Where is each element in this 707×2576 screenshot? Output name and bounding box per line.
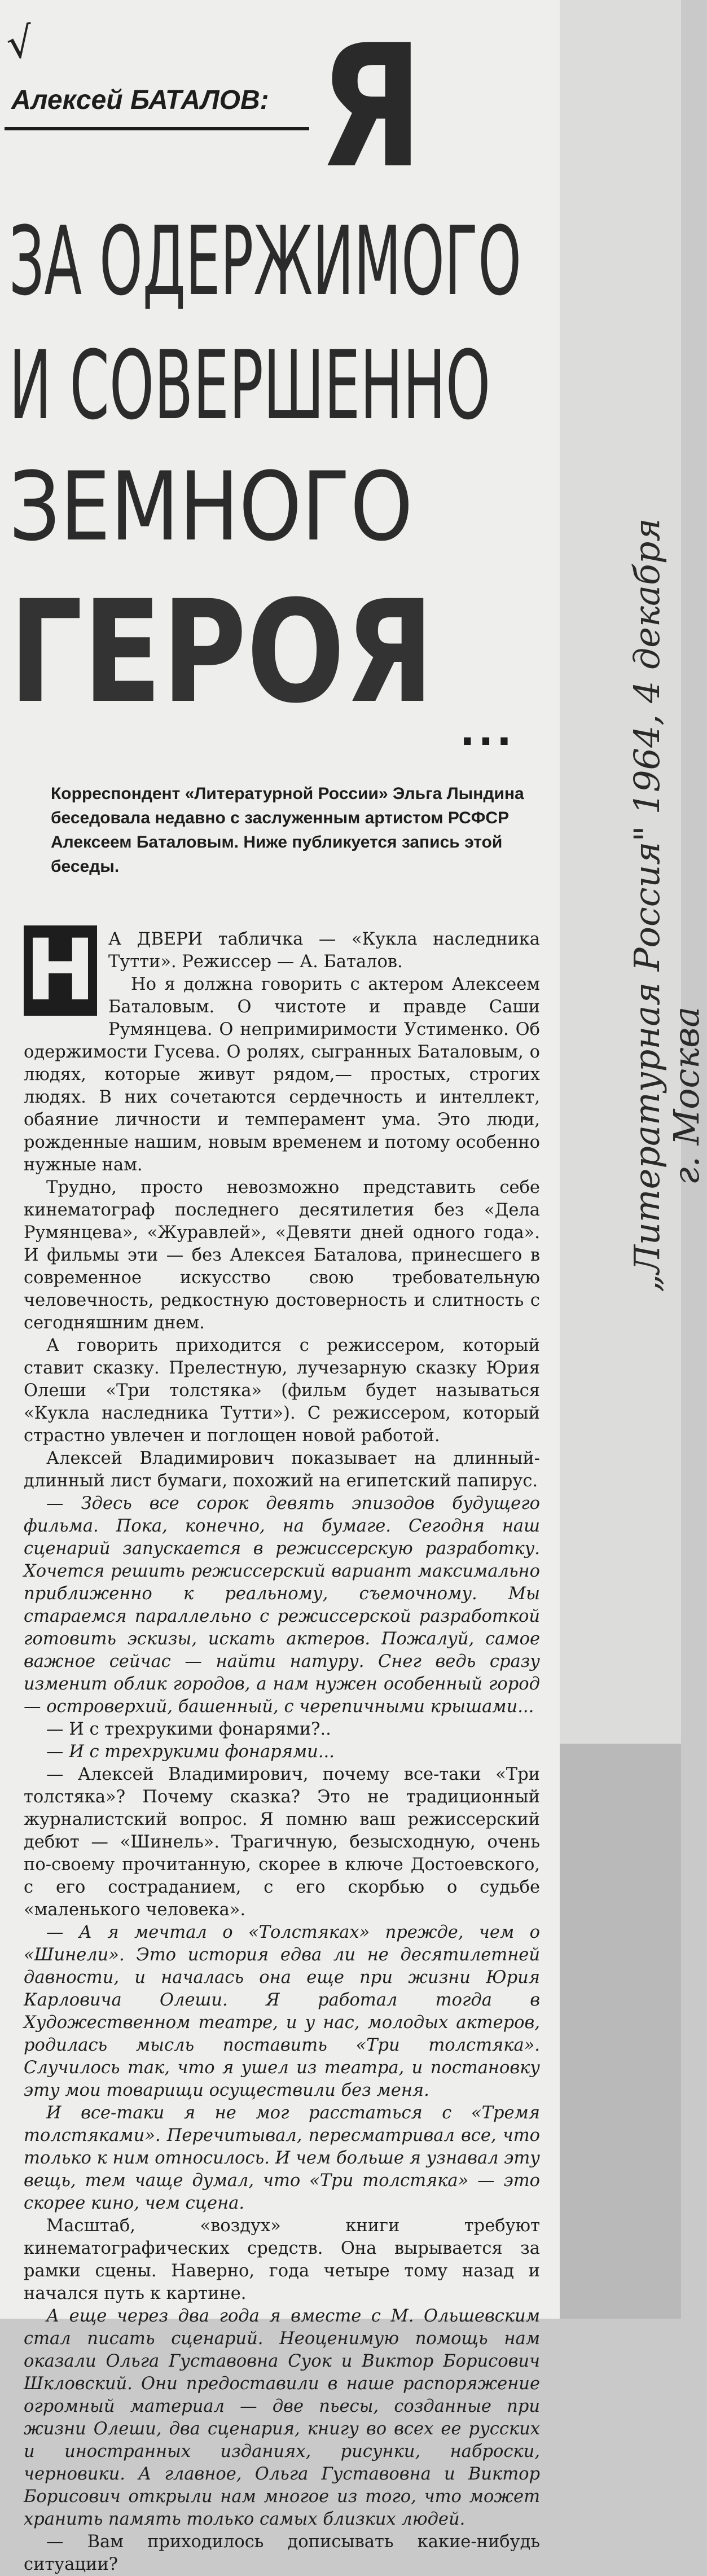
- lead-paragraph: Корреспондент «Литературной России» Эльга Лындина беседовала недавно с заслуженным артистом РСФСР Алексеем Баталовым. Ниже публикуется запись этой беседы.: [51, 784, 524, 876]
- headline-line-1: ЗА ОДЕРЖИМОГО: [9, 206, 521, 317]
- headline-line-4: ГЕРОЯ: [9, 570, 434, 734]
- article-paragraph: Масштаб, «воздух» книги требуют кинематографических средств. Она вырывается за рамки сцены. Наверно, года четыре тому назад и начался путь к картине.: [24, 2216, 540, 2303]
- headline-line-3: ЗЕМНОГО: [9, 451, 413, 562]
- article-paragraph: И все-таки я не мог расстаться с «Тремя толстяками». Перечитывал, пересматривал все, что только к ним относилось. И чем больше я узнавал эту вещь, тем чаще думал, что «Три толстяка» — это скорее кино, чем сцена.: [24, 2103, 540, 2213]
- byline: Алексей БАТАЛОВ:: [11, 85, 269, 115]
- article-body: [24, 928, 540, 2574]
- article-paragraph: Но я должна говорить с актером Алексеем Баталовым. О чистоте и правде Саши Румянцева. О непримиримости Устименко. Об одержимости Гусева. О ролях, сыгранных Баталовым, о людях, которые живут рядом,— простых, строгих людях. В них сочетаются сердечность и интеллект, обаяние личности и темперамент ума. Это люди, рожденные нашим, новым временем и потому особенно нужные нам.: [24, 975, 540, 1175]
- article-paragraph: — И с трехрукими фонарями...: [46, 1742, 335, 1762]
- check-mark: √: [3, 17, 37, 69]
- handwritten-city-note: г. Москва: [666, 1006, 707, 1185]
- article-paragraph: А ДВЕРИ табличка — «Кукла наследника Тутти». Режиссер — А. Баталов.: [108, 929, 540, 972]
- headline-line-2: И СОВЕРШЕННО: [9, 330, 491, 441]
- article-paragraph: — Алексей Владимирович, почему все-таки «Три толстяка»? Почему сказка? Это не традиционный журналистский вопрос. Я помню ваш режиссерский дебют — «Шинель». Трагичную, безысходную, очень по-своему прочитанную, скорее в ключе Достоевского, с его состраданием, с его скорбью о судьбе «маленького человека».: [24, 1765, 540, 1920]
- article-paragraph: Алексей Владимирович показывает на длинный-длинный лист бумаги, похожий на египетский папирус.: [24, 1449, 540, 1491]
- article-paragraph: — Вам приходилось дописывать какие-нибудь ситуации?: [24, 2532, 540, 2574]
- article-paragraph: — И с трехрукими фонарями?..: [46, 1719, 331, 1739]
- handwritten-source-note: „Литературная Россия" 1964, 4 декабря: [626, 518, 668, 1292]
- margin-strip-shadow: [560, 1744, 681, 2319]
- article-paragraph: А говорить приходится с режиссером, который ставит сказку. Прелестную, лучезарную сказку Юрия Олеши «Три толстяка» (фильм будет называться «Кукла наследника Тутти»). С режиссером, который страстно увлечен и поглощен новой работой.: [24, 1336, 540, 1446]
- headline-big-letter: Я: [319, 8, 423, 205]
- article-paragraph: — А я мечтал о «Толстяках» прежде, чем о «Шинели». Это история едва ли не десятилетней давности, и началась она еще при жизни Юрия Карловича Олеши. Я работал тогда в Художественном театре, и у нас, молодых актеров, родилась мысль поставить «Три толстяка». Случилось так, что я ушел из театра, и постановку эту мои товарищи осуществили без меня.: [24, 1923, 540, 2100]
- headline-ellipsis: ...: [460, 708, 515, 754]
- article-paragraph: — Здесь все сорок девять эпизодов будущего фильма. Пока, конечно, на бумаге. Сегодня наш сценарий запускается в режиссерскую разработку. Хочется решить режиссерский вариант максимально приближенно к реальному, съемочному. Мы стараемся параллельно с режиссерской разработкой готовить эскизы, искать актеров. Пожалуй, самое важное сейчас — найти натуру. Снег ведь сразу изменит облик городов, а нам нужен особенный город — островерхий, башенный, с черепичными крышами...: [24, 1494, 540, 1717]
- article-paragraph: Трудно, просто невозможно представить себе кинематограф последнего десятилетия без «Дела Румянцева», «Журавлей», «Девяти дней одного года». И фильмы эти — без Алексея Баталова, принесшего в современное искусство свою требовательную человечность, редкостную достоверность и слитность с сегодняшним днем.: [24, 1178, 540, 1333]
- article-paragraph: А еще через два года я вместе с М. Ольшевским стал писать сценарий. Неоценимую помощь нам оказали Ольга Густавовна Суок и Виктор Борисович Шкловский. Они предоставили в наше распоряжение огромный материал — две пьесы, созданные при жизни Олеши, два сценария, книгу во всех ее русских и иностранных изданиях, рисунки, наброски, черновики. А главное, Ольга Густавовна и Виктор Борисович открыли нам многое из того, что может хранить память только самых близких людей.: [24, 2306, 540, 2529]
- drop-cap: Н: [24, 925, 97, 1016]
- byline-rule: [5, 127, 309, 130]
